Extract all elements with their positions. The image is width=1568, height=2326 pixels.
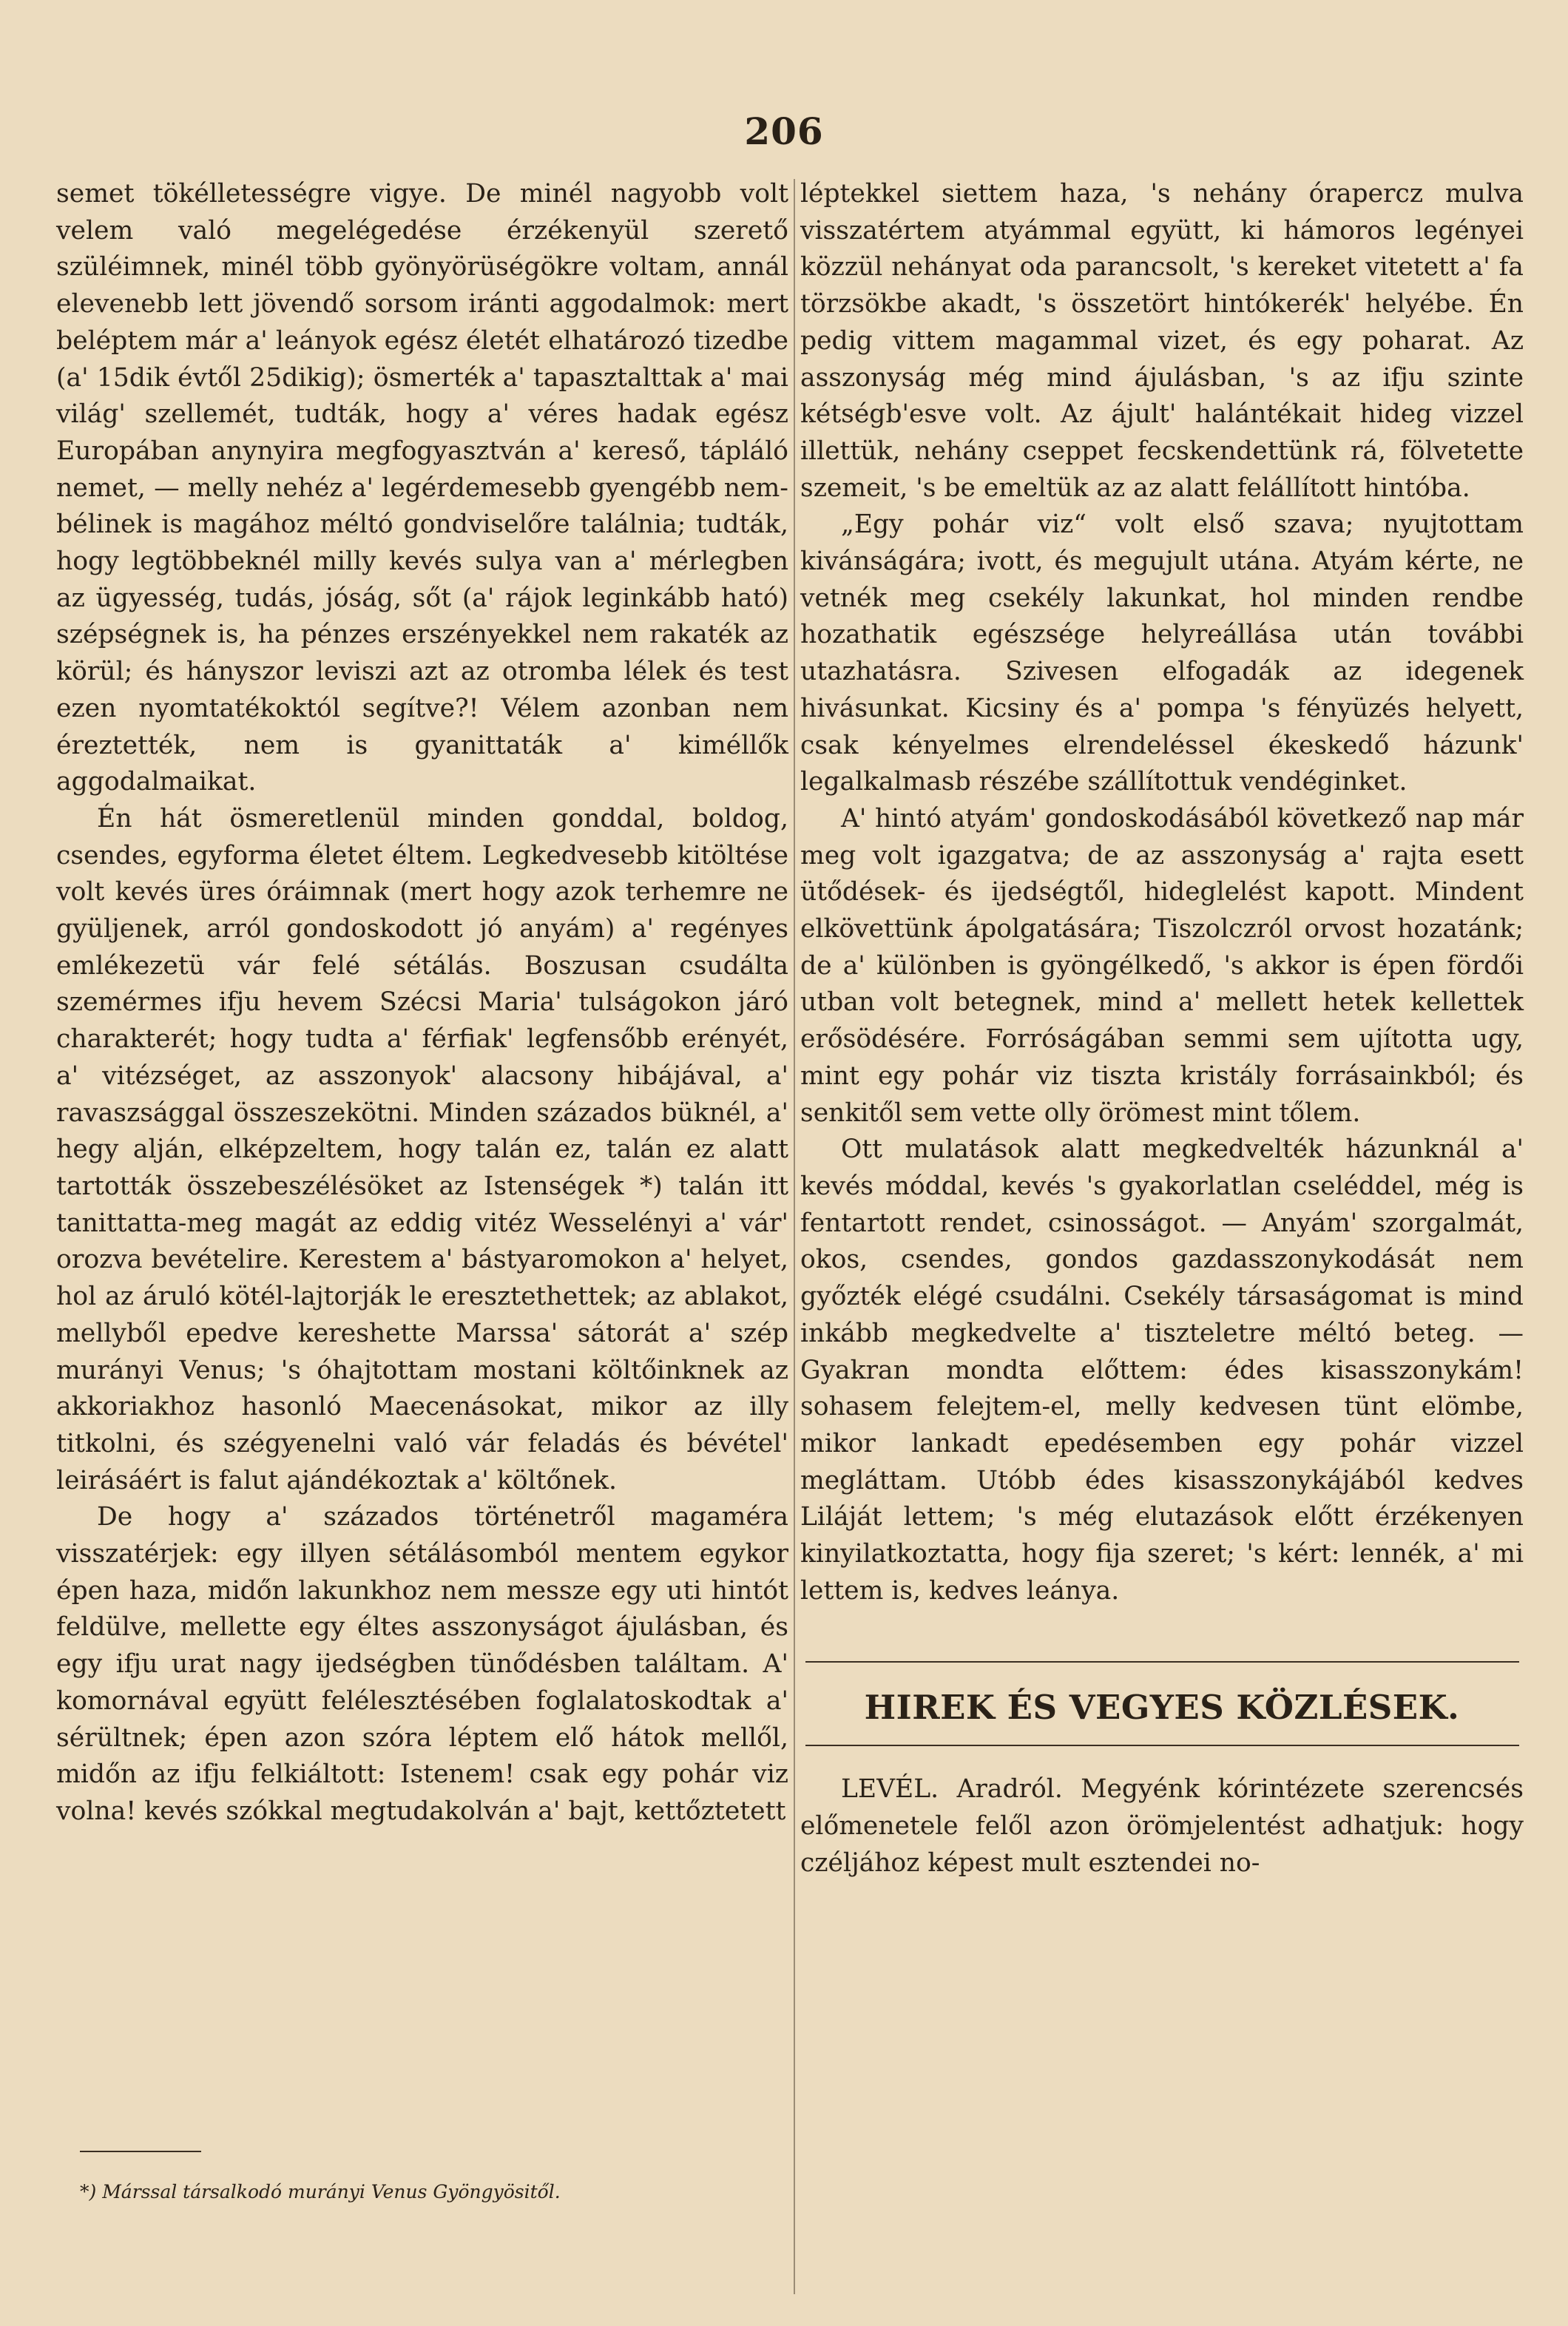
footnote: *) Márssal társalkodó murányi Venus Gyöngyösitől. bbox=[80, 2181, 561, 2202]
footnote-rule bbox=[80, 2151, 201, 2152]
heading-rule-top bbox=[805, 1661, 1519, 1663]
paragraph: A' hintó atyám' gondoskodásából következő nap már meg volt igazgatva; de az asszonyság a' rajta esett ütődések- és ijedségtől, hideglelést kapott. Mindent elkövettünk ápolgatására; Tiszolczról orvost hozatánk; de a' különben is gyöngélkedő, 's akkor is épen fördői utban volt betegnek, mind a' mellett hetek kellettek erősödésére. Forróságában semmi sem ujította ugy, mint egy pohár viz tiszta kristály forrásainkból; és senkitől sem vette olly örömest mint tőlem. bbox=[800, 803, 1524, 1128]
paragraph: léptekkel siettem haza, 's nehány órapercz mulva visszatértem atyámmal együtt, ki hámoros legényei közzül nehányat oda parancsolt, 's kereket vitetett a' fa törzsökbe akadt, 's összetört hintókerék' helyébe. Én pedig vittem magammal vizet, és egy poharat. Az asszonyság még mind ájulásban, 's az ifju szinte kétségb'esve volt. Az ájult' halántékait hideg vizzel illettük, nehány cseppet fecskendettünk rá, fölvetette szemeit, 's be emeltük az az alatt felállított hintóba. bbox=[800, 179, 1524, 503]
paragraph: Ott mulatások alatt megkedvelték házunknál a' kevés móddal, kevés 's gyakorlatlan cseléddel, még is fentartott rendet, csinosságot. — Anyám' szorgalmát, okos, csendes, gondos gazdasszonykodását nem győzték elégé csudálni. Csekély társaságomat is mind inkább megkedvelte a' tiszteletre méltó beteg. — Gyakran mondta előttem: édes kisasszonykám! sohasem felejtem-el, melly kedvesen tünt elömbe, mikor lankadt epedésemben egy pohár vizzel megláttam. Utóbb édes kisasszonykájából kedves Liláját lettem; 's még elutazások előtt érzékenyen kinyilatkoztatta, hogy fija szeret; 's kért: lennék, a' mi lettem is, kedves leánya. bbox=[800, 1135, 1524, 1606]
paragraph: De hogy a' százados történetről magaméra visszatérjek: egy illyen sétálásomból mentem egykor épen haza, midőn lakunkhoz nem messze egy uti hintót feldülve, mellette egy éltes asszonyságot ájulásban, és egy ifju urat nagy ijedségben tünődésben találtam. A' komornával együtt felélesztésében foglalatoskodtak a' sérültnek; épen azon szóra léptem elő hátok mellől, midőn az ifju felkiáltott: Istenem! csak egy pohár viz volna! kevés szókkal megtudakolván a' bajt, kettőztetett bbox=[56, 1502, 788, 1826]
section-heading: HIREK ÉS VEGYES KÖZLÉSEK. bbox=[864, 1688, 1460, 1728]
news-paragraph: LEVÉL. Aradról. Megyénk kórintézete szerencsés előmenetele felől azon örömjelentést adhatjuk: hogy czéljához képest mult esztendei no- bbox=[800, 1774, 1524, 1878]
left-column bbox=[56, 176, 788, 1830]
column-divider bbox=[794, 179, 795, 2294]
paragraph: Én hát ösmeretlenül minden gonddal, boldog, csendes, egyforma életet éltem. Legkedvesebb kitöltése volt kevés üres óráimnak (mert hogy azok terhemre ne gyüljenek, arról gondoskodott jó anyám) a' regényes emlékezetü vár felé sétálás. Boszusan csudálta szemérmes ifju hevem Szécsi Maria' tulságokon járó charakterét; hogy tudta a' férfiak' legfensőbb erényét, a' vitézséget, az asszonyok' alacsony hibájával, a' ravaszsággal összeszekötni. Minden százados büknél, a' hegy alján, elképzeltem, hogy talán ez, talán ez alatt tartották összebeszélésöket az Istenségek *) talán itt tanittatta-meg magát az eddig vitéz Wesselényi a' vár' orozva bevételire. Kerestem a' bástyaromokon a' helyet, hol az áruló kötél-lajtorják le eresztethettek; az ablakot, mellyből epedve kereshette Marssa' sátorát a' szép murányi Venus; 's óhajtottam mostani költőinknek az akkoriakhoz hasonló Maecenásokat, mikor az illy titkolni, és szégyenelni való vár feladás és bévétel' leirásáért is falut ajándékoztak a' költőnek. bbox=[56, 803, 788, 1495]
right-column bbox=[800, 176, 1524, 1882]
page-number: 206 bbox=[744, 109, 824, 153]
paragraph: semet tökélletességre vigye. De minél nagyobb volt velem való megelégedése érzékenyül szerető szüléimnek, minél több gyönyörüségökre voltam, annál elevenebb lett jövendő sorsom iránti aggodalmok: mert beléptem már a' leányok egész életét elhatározó tizedbe (a' 15dik évtől 25dikig); ösmerték a' tapasztalttak a' mai világ' szellemét, tudták, hogy a' véres hadak egész Europában anynyira megfogyasztván a' kereső, tápláló nemet, — melly nehéz a' legérdemesebb gyengébb nem-bélinek is magához méltó gondviselőre találnia; tudták, hogy legtöbbeknél milly kevés sulya van a' mérlegben az ügyesség, tudás, jóság, sőt (a' rájok leginkább ható) szépségnek is, ha pénzes erszényekkel nem rakaték az körül; és hányszor leviszi azt az otromba lélek és test ezen nyomtatékoktól segítve?! Vélem azonban nem éreztették, nem is gyanittaták a' kiméllők aggodalmaikat. bbox=[56, 179, 788, 797]
paragraph: „Egy pohár viz“ volt első szava; nyujtottam kivánságára; ivott, és megujult utána. Atyám kérte, ne vetnék meg csekély lakunkat, hol minden rendbe hozathatik egészsége helyreállása után további utazhatásra. Szivesen elfogadák az idegenek hivásunkat. Kicsiny és a' pompa 's fényüzés helyett, csak kényelmes elrendeléssel ékeskedő házunk' legalkalmasb részébe szállítottuk vendéginket. bbox=[800, 510, 1524, 797]
heading-rule-bottom bbox=[805, 1745, 1519, 1746]
